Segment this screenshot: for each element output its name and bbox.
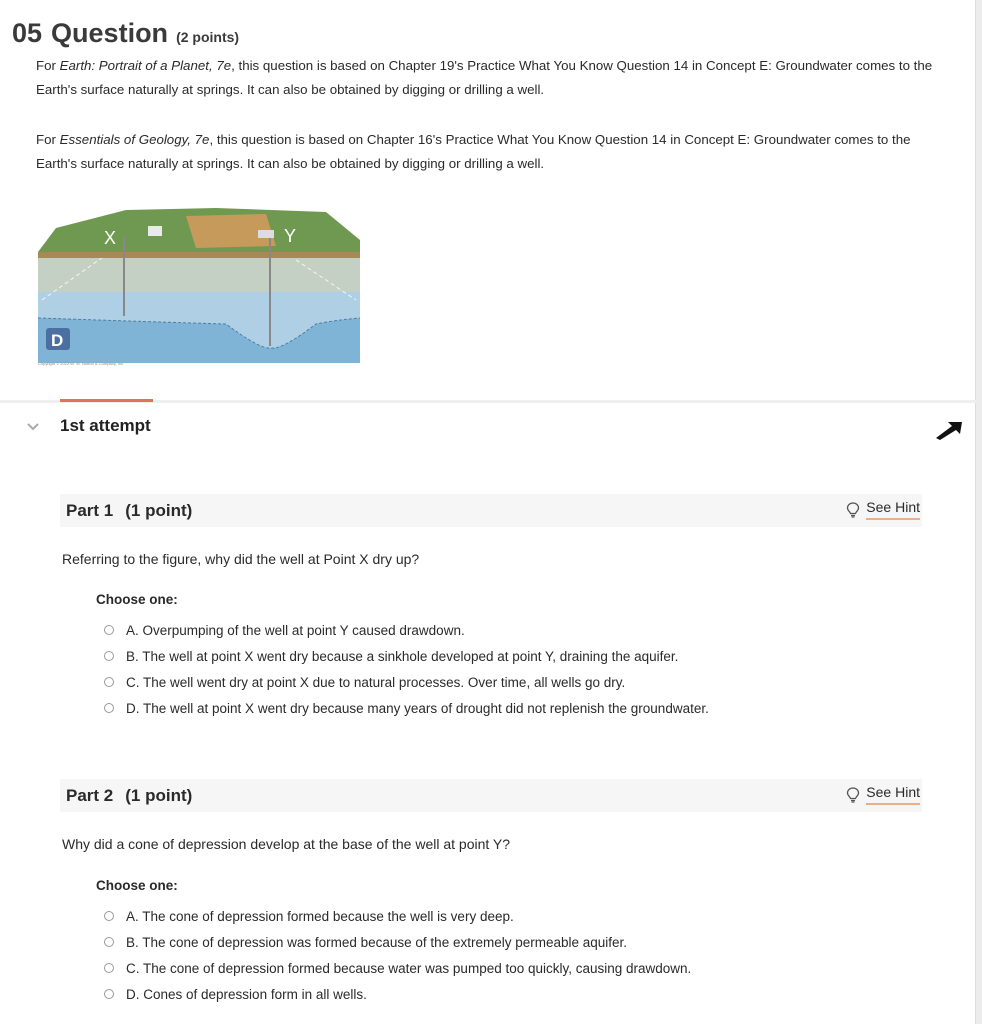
soil-layer [38,252,360,258]
part-2-question: Why did a cone of depression develop at the base of the well at point Y? [62,836,511,852]
part-2-points: (1 point) [125,785,193,805]
option-text: C. The cone of depression formed because water was pumped too quickly, causing drawdown. [126,960,692,976]
option-text: C. The well went dry at point X due to natural processes. Over time, all wells go dry. [126,674,626,690]
part-2-see-hint-button[interactable] [846,784,920,805]
question-header [12,18,239,49]
intro-paragraph-1 [36,54,936,102]
part-1-hint-text[interactable]: See Hint [866,499,920,520]
part-1-choose-label: Choose one: [96,592,178,607]
part-1-points: (1 point) [125,500,193,520]
radio-button[interactable] [104,625,114,635]
part-1-header [60,494,922,527]
attempt-tab-indicator [60,399,153,402]
label-y: Y [284,226,297,246]
label-x: X [104,228,117,248]
part-1-options [104,617,864,721]
part-2-label: Part 2 [66,785,114,805]
intro-p1-book: Earth: Portrait of a Planet, 7e [59,58,232,73]
question-points: (2 points) [176,29,240,45]
intro-p2-book: Essentials of Geology, 7e [59,132,210,147]
building-y [258,230,274,238]
part-1-question: Referring to the figure, why did the well at Point X dry up? [62,551,420,567]
label-d: D [51,331,64,350]
radio-button[interactable] [104,911,114,921]
option-text: D. The well at point X went dry because many years of drought did not replenish the groundwater. [126,700,709,716]
groundwater-figure [36,200,362,368]
part-1-option-c[interactable] [104,669,864,695]
part-1-option-a[interactable] [104,617,864,643]
part-1-option-b[interactable] [104,643,864,669]
radio-button[interactable] [104,963,114,973]
figure-copyright: Copyright © 2022 W. W. Norton & Company, Inc. [38,361,125,366]
question-number: 05 [12,18,43,48]
part-2-options [104,903,864,1007]
option-text: A. The cone of depression formed because the well is very deep. [126,908,514,924]
option-text: B. The cone of depression was formed because of the extremely permeable aquifer. [126,934,628,950]
attempt-label: 1st attempt [60,416,151,435]
part-1-see-hint-button[interactable] [846,499,920,520]
part-2-option-d[interactable] [104,981,864,1007]
chevron-down-icon[interactable] [26,419,40,433]
radio-button[interactable] [104,677,114,687]
intro-p1-prefix: For [36,58,60,73]
part-2-option-c[interactable] [104,955,864,981]
right-scroll-edge [975,0,982,1024]
intro-p1-text: , this question is based on Chapter 19's Practice What You Know Question 14 in Concept E: Groundwater comes to the Earth's surface naturally at springs. It can also be obtained by digging or drilling a well. [36,58,933,97]
house-x [148,226,162,236]
intro-p2-text: , this question is based on Chapter 16's Practice What You Know Question 14 in Concept E: Groundwater comes to the Earth's surface naturally at springs. It can also be obtained by digging or drilling a well. [36,132,911,171]
radio-button[interactable] [104,937,114,947]
part-2-option-a[interactable] [104,903,864,929]
option-text: D. Cones of depression form in all wells. [126,986,367,1002]
cursor-arrow-icon [934,418,964,440]
lightbulb-icon [846,787,860,803]
part-2-option-b[interactable] [104,929,864,955]
part-2-hint-text[interactable]: See Hint [866,784,920,805]
radio-button[interactable] [104,651,114,661]
attempt-toggle[interactable] [26,416,151,436]
intro-p2-prefix: For [36,132,60,147]
part-2-header [60,779,922,812]
lightbulb-icon [846,502,860,518]
intro-paragraph-2 [36,128,936,176]
part-1-option-d[interactable] [104,695,864,721]
question-title: Question [51,18,169,48]
radio-button[interactable] [104,989,114,999]
part-2-choose-label: Choose one: [96,878,178,893]
radio-button[interactable] [104,703,114,713]
part-1-label: Part 1 [66,500,114,520]
option-text: B. The well at point X went dry because a sinkhole developed at point Y, draining the aquifer. [126,648,679,664]
option-text: A. Overpumping of the well at point Y caused drawdown. [126,622,465,638]
groundwater-diagram [36,200,362,368]
